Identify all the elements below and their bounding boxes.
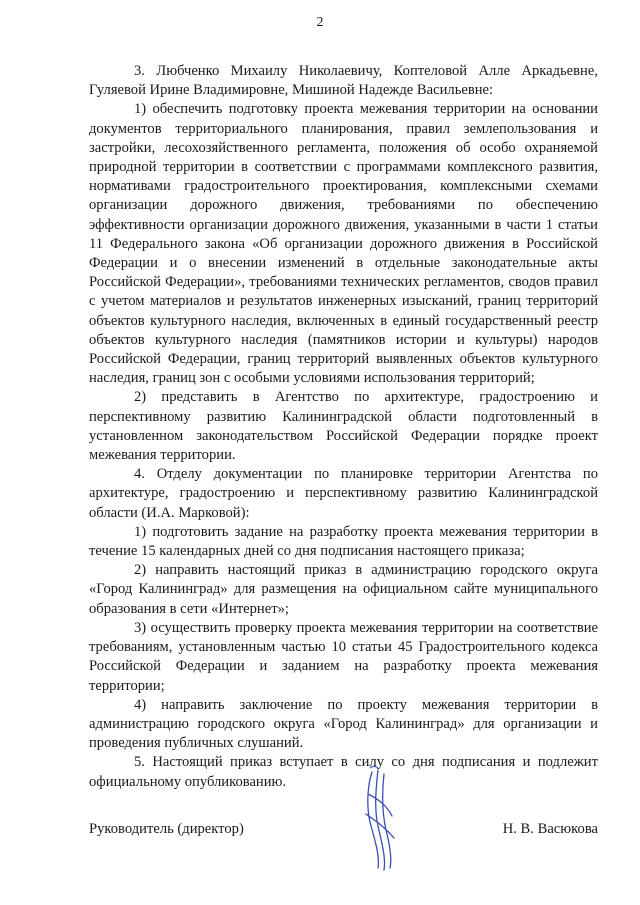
- paragraph-item-5: 5. Настоящий приказ вступает в силу со дня подписания и подлежит официальному опубликованию.: [89, 754, 598, 790]
- paragraph-item-4-1: 1) подготовить задание на разработку проекта межевания территории в течение 15 календарных дней со дня подписания настоящего приказа;: [89, 523, 598, 560]
- paragraph-item-3-1: 1) обеспечить подготовку проекта межевания территории на основании документов территориального планирования, правил землепользования и застройки, лесохозяйственного регламента, положения об особо охраняемой природной территории в соответствии с программами комплексного развития, нормативами градостроительного проектирования, комплексными схемами организации дорожного движения, требованиями по обеспечению эффективности организации дорожного движения, указанными в части 1 статьи 11 Федерального закона «Об организации дорожного движения в Российской Федерации и о внесении изменений в отдельные законодательные акты Российской Федерации», требованиями технических регламентов, сводов правил с учетом материалов и результатов инженерных изысканий, границ территорий объектов культурного наследия, включенных в единый государственный реестр объектов культурного наследия (памятников истории и культуры) народов Российской Федерации, границ территорий выявленных объектов культурного наследия, границ зон с особыми условиями использования территорий;: [89, 101, 598, 387]
- document-body: [89, 62, 598, 792]
- signer-name: Н. В. Васюкова: [502, 821, 598, 837]
- paragraph-item-4-3: 3) осуществить проверку проекта межевания территории на соответствие требованиям, установленным частью 10 статьи 45 Градостроительного кодекса Российской Федерации и заданием на разработку проекта межевания территории;: [89, 619, 598, 694]
- page-number: 2: [316, 15, 324, 30]
- handwritten-signature: [350, 764, 410, 874]
- paragraph-item-3-2: 2) представить в Агентство по архитектуре, градостроению и перспективному развитию Калининградской области подготовленный в установленном законодательством Российской Федерации порядке проект межевания территории.: [89, 389, 598, 464]
- paragraph-item-4: 4. Отделу документации по планировке территории Агентства по архитектуре, градостроению и перспективному развитию Калининградской области (И.А. Марковой):: [89, 466, 598, 521]
- paragraph-item-4-4: 4) направить заключение по проекту межевания территории в администрацию городского округа «Город Калининград» для организации и проведения публичных слушаний.: [89, 696, 598, 752]
- signer-title: Руководитель (директор): [89, 821, 244, 837]
- paragraph-item-4-2: 2) направить настоящий приказ в администрацию городского округа «Город Калининград» для размещения на официальном сайте муниципального образования в сети «Интернет»;: [89, 562, 598, 617]
- paragraph-item-3: 3. Любченко Михаилу Николаевичу, Коптеловой Алле Аркадьевне, Гуляевой Ирине Владимировне, Мишиной Надежде Васильевне:: [89, 63, 598, 99]
